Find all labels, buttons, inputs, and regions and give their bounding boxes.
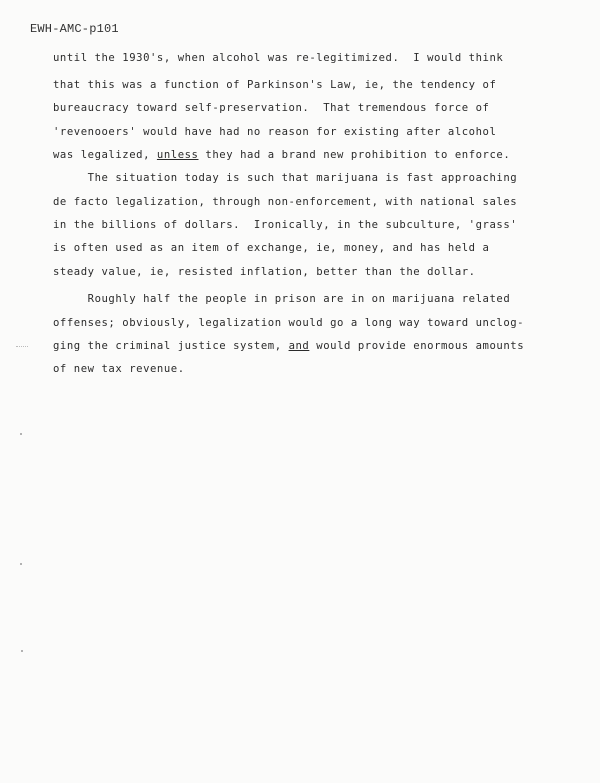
text-line bbox=[53, 148, 510, 162]
text-line: of new tax revenue. bbox=[53, 363, 185, 375]
text-line: bureaucracy toward self-preservation. That tremendous force of bbox=[53, 102, 490, 114]
scan-speck bbox=[21, 650, 23, 652]
document-id: EWH-AMC-p101 bbox=[30, 22, 119, 36]
text-line: steady value, ie, resisted inflation, better than the dollar. bbox=[53, 266, 476, 278]
text-line: de facto legalization, through non-enforcement, with national sales bbox=[53, 196, 518, 208]
text-line bbox=[53, 339, 524, 353]
text-segment: ging the criminal justice system, bbox=[53, 340, 289, 352]
text-line: 'revenooers' would have had no reason for existing after alcohol bbox=[53, 126, 497, 138]
scan-speck bbox=[20, 433, 22, 435]
text-line: is often used as an item of exchange, ie, money, and has held a bbox=[53, 242, 490, 254]
text-segment: would provide enormous amounts bbox=[309, 340, 525, 352]
text-line: Roughly half the people in prison are in on marijuana related bbox=[53, 293, 511, 305]
scan-speck bbox=[20, 563, 22, 565]
text-segment: was legalized, bbox=[53, 149, 157, 161]
text-line: until the 1930's, when alcohol was re-legitimized. I would think bbox=[53, 52, 504, 64]
text-line: in the billions of dollars. Ironically, in the subculture, 'grass' bbox=[53, 219, 518, 231]
text-line: offenses; obviously, legalization would go a long way toward unclog- bbox=[53, 317, 525, 329]
text-segment: they had a brand new prohibition to enforce. bbox=[198, 149, 511, 161]
underlined-word: unless bbox=[156, 149, 199, 161]
underlined-word: and bbox=[288, 340, 310, 352]
text-line: that this was a function of Parkinson's Law, ie, the tendency of bbox=[53, 79, 497, 91]
margin-mark bbox=[16, 346, 28, 348]
text-line: The situation today is such that marijuana is fast approaching bbox=[53, 172, 518, 184]
